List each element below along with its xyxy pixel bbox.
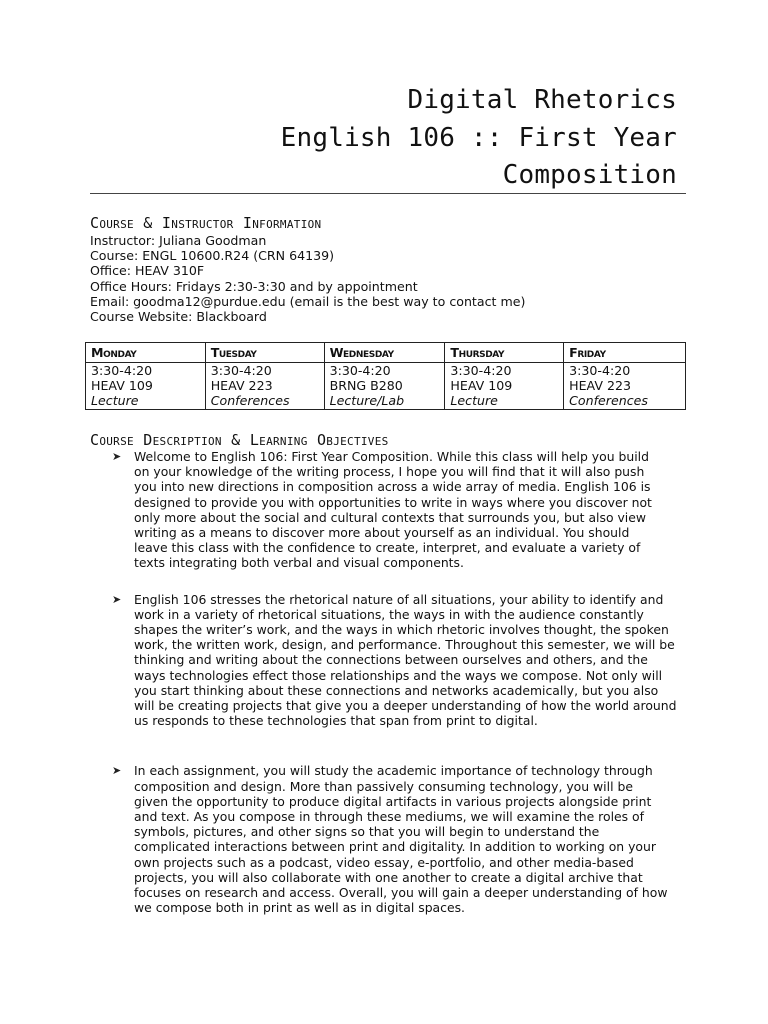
title-line-1: Digital Rhetorics (407, 85, 677, 115)
list-item (112, 592, 679, 729)
list-item (112, 763, 669, 915)
day-header-thursday: Thursday (445, 343, 564, 363)
office-hours-line: Office Hours: Fridays 2:30-3:30 and by appointment (90, 278, 418, 294)
type-cell: Conferences (564, 393, 686, 409)
instructor-line: Instructor: Juliana Goodman (90, 233, 267, 248)
course-line: Course: ENGL 10600.R24 (CRN 64139) (90, 248, 335, 264)
website-line: Course Website: Blackboard (90, 309, 267, 325)
description-list (112, 449, 682, 915)
paragraph-text: Welcome to English 106: First Year Composition. While this class will help you build on your knowledge of the writing process, I hope you will find that it will also push you into new directions in composition across a wide array of media. English 106 is designed to provide you with opportunities to write in ways where you discover not only more about the social and cultural contexts that surrounds you, but also view writing as a means to discover more about yourself as an individual. You should leave this class with the confidence to create, interpret, and evaluate a variety of texts integrating both verbal and visual components. (134, 449, 652, 571)
day-header-tuesday: Tuesday (205, 343, 324, 363)
type-cell: Lecture (445, 393, 564, 409)
schedule-header-row (86, 343, 686, 363)
title-line-3: Composition (502, 160, 677, 190)
time-cell: 3:30-4:20 (86, 363, 206, 379)
day-header-monday: Monday (86, 343, 206, 363)
email-line: Email: goodma12@purdue.edu (email is the best way to contact me) (90, 293, 526, 309)
schedule-time-row (86, 363, 686, 379)
type-cell: Conferences (205, 393, 324, 409)
arrow-bullet-icon: ➤ (112, 450, 122, 463)
time-cell: 3:30-4:20 (205, 363, 324, 379)
room-cell: HEAV 223 (564, 378, 686, 393)
course-info-block (90, 233, 525, 324)
day-header-wednesday: Wednesday (324, 343, 445, 363)
time-cell: 3:30-4:20 (324, 363, 445, 379)
type-cell: Lecture/Lab (324, 393, 445, 409)
room-cell: HEAV 223 (205, 378, 324, 393)
course-info-heading: Course & Instructor Information (90, 214, 322, 232)
document-title (281, 82, 677, 195)
schedule-type-row (86, 393, 686, 409)
type-cell: Lecture (86, 393, 206, 409)
room-cell: BRNG B280 (324, 378, 445, 393)
paragraph-text: In each assignment, you will study the academic importance of technology through composition and design. More than passively consuming technology, you will be given the opportunity to produce digital artifacts in various projects alongside print and text. As you compose in through these mediums, we will examine the roles of symbols, pictures, and other signs so that you will begin to understand the complicated interactions between print and digitality. In addition to working on your own projects such as a podcast, video essay, e-portfolio, and other media-based projects, you will also collaborate with one another to create a digital archive that focuses on research and access. Overall, you will gain a deeper understanding of how we compose both in print as well as in digital spaces. (134, 763, 668, 916)
arrow-bullet-icon: ➤ (112, 592, 122, 606)
schedule-table (85, 342, 686, 410)
title-divider (90, 193, 686, 194)
room-cell: HEAV 109 (445, 378, 564, 393)
paragraph-text: English 106 stresses the rhetorical nature of all situations, your ability to identify and work in a variety of rhetorical situations, the ways in with the audience constantly shapes the writer’s work, and the ways in which rhetoric involves thought, the spoken work, the written work, design, and performance. Throughout this semester, we will be thinking and writing about the connections between ourselves and others, and the ways technologies effect those relationships and the ways we compose. Not only will you start thinking about these connections and networks academically, but you also will be creating projects that give you a deeper understanding of how the world around us responds to these technologies that span from print to digital. (134, 591, 677, 729)
description-heading: Course Description & Learning Objectives (90, 431, 389, 449)
room-cell: HEAV 109 (86, 378, 206, 393)
arrow-bullet-icon: ➤ (112, 764, 122, 778)
schedule-room-row (86, 378, 686, 393)
title-line-2: English 106 :: First Year (280, 122, 677, 153)
day-header-friday: Friday (564, 343, 686, 363)
list-item (112, 449, 664, 571)
office-line: Office: HEAV 310F (90, 263, 205, 279)
time-cell: 3:30-4:20 (445, 363, 564, 379)
time-cell: 3:30-4:20 (564, 363, 686, 379)
